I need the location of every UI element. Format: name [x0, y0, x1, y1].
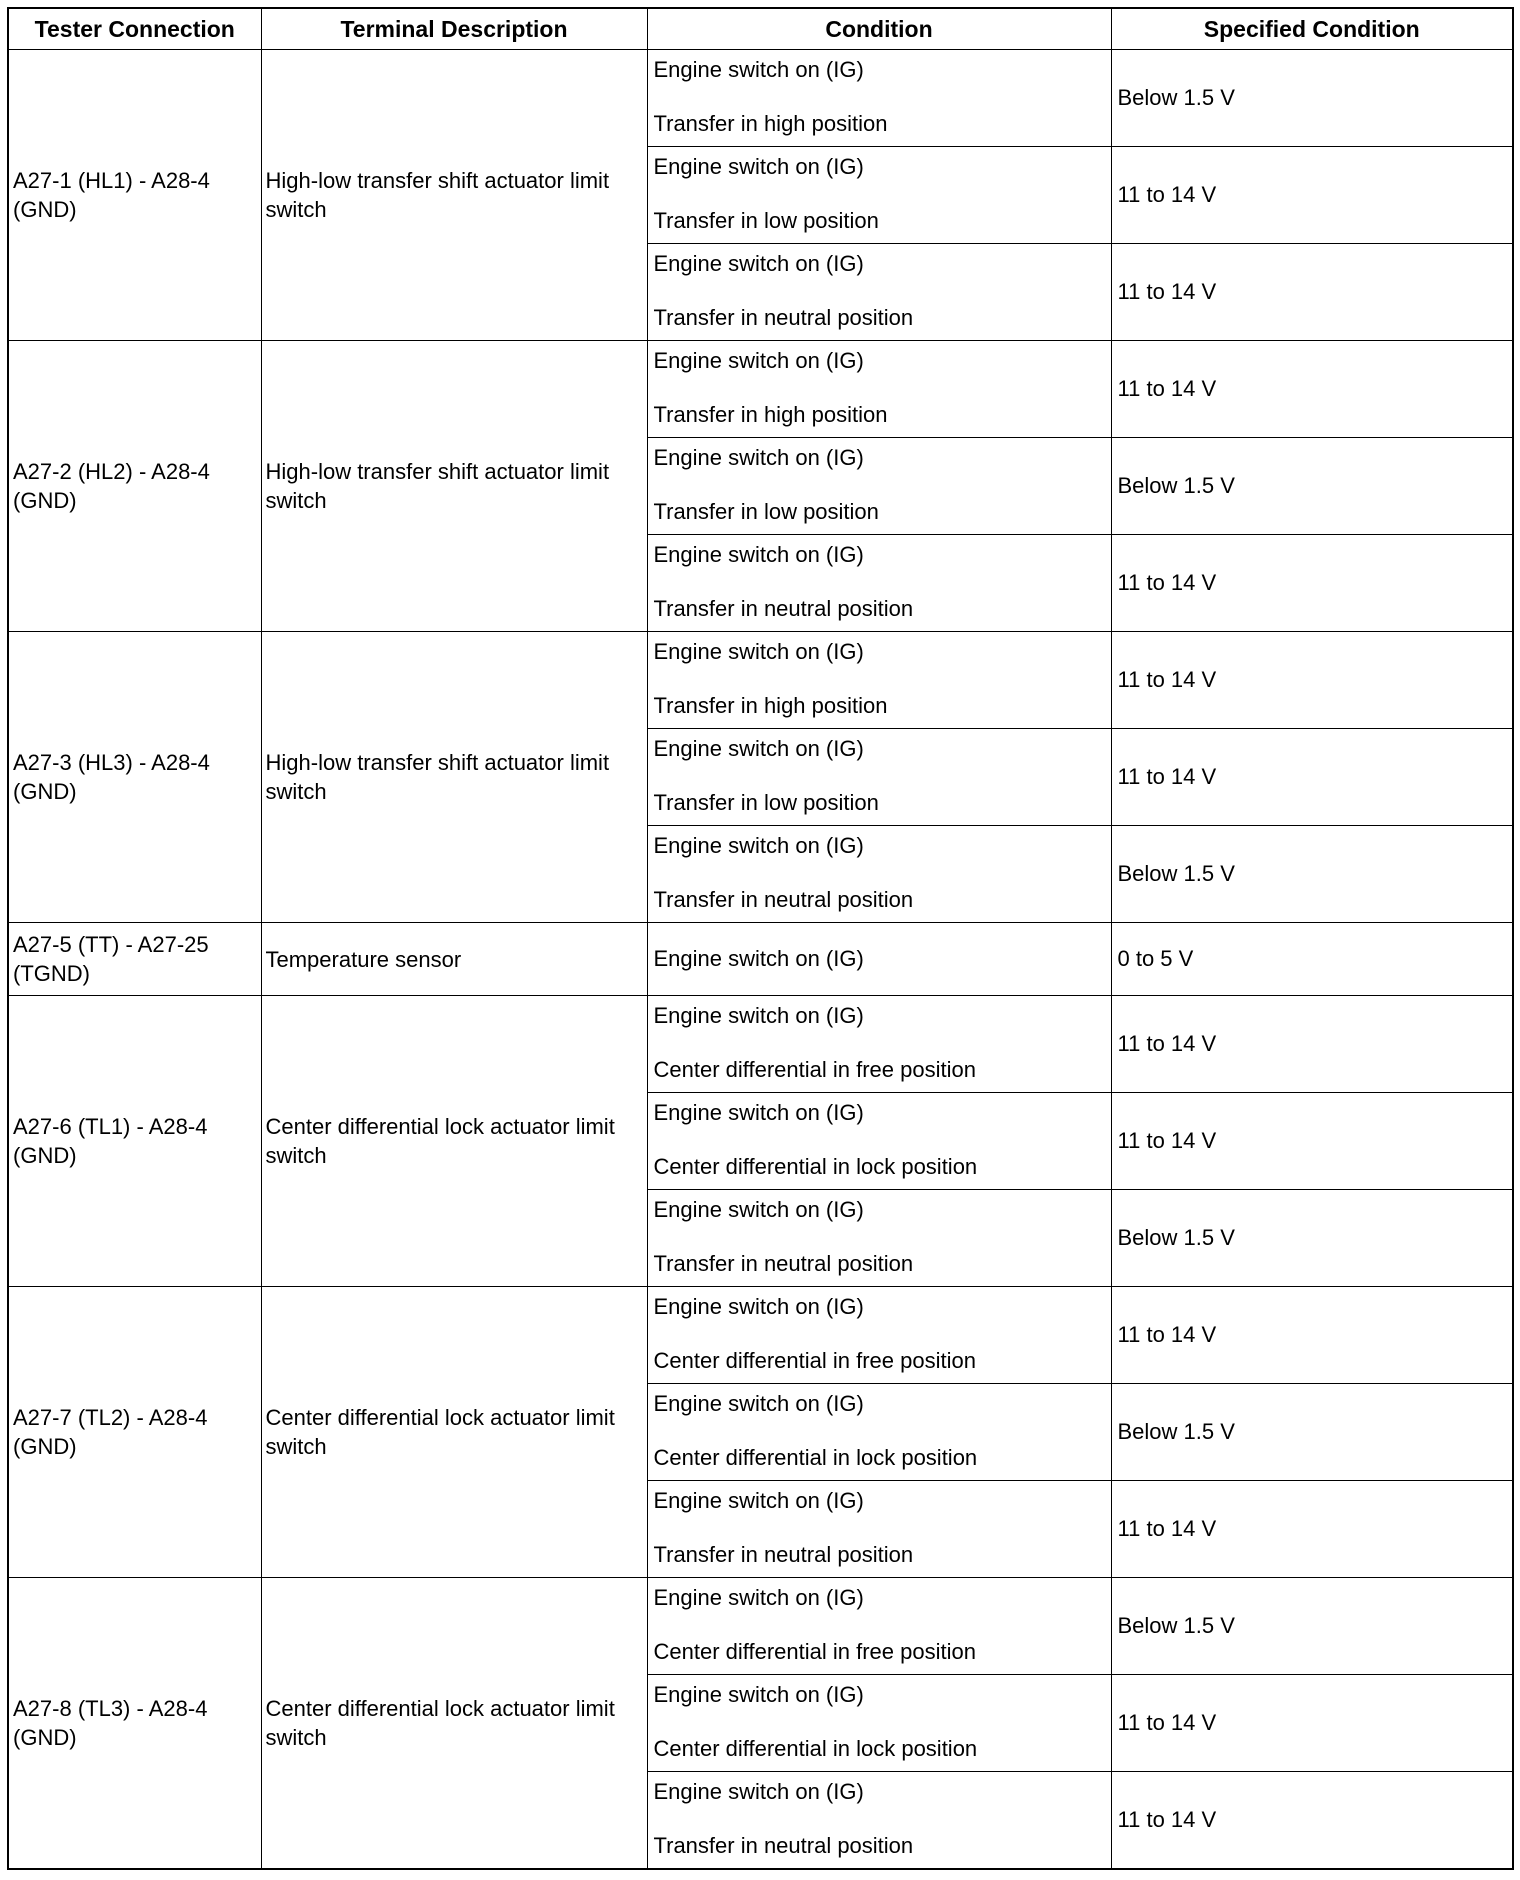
condition-cell	[647, 244, 1111, 341]
specified-condition-cell: 11 to 14 V	[1111, 244, 1513, 341]
table-row	[8, 632, 1513, 729]
condition-line: Engine switch on (IG)	[653, 542, 864, 567]
specified-condition-cell: 11 to 14 V	[1111, 535, 1513, 632]
tester-connection-cell: A27-3 (HL3) - A28-4 (GND)	[8, 632, 261, 923]
tester-connection-cell: A27-8 (TL3) - A28-4 (GND)	[8, 1578, 261, 1870]
condition-line: Engine switch on (IG)	[653, 154, 864, 179]
header-specified-condition: Specified Condition	[1111, 8, 1513, 50]
terminal-description-cell: High-low transfer shift actuator limit switch	[261, 632, 647, 923]
specified-condition-cell: 11 to 14 V	[1111, 1287, 1513, 1384]
specified-condition-cell: Below 1.5 V	[1111, 1384, 1513, 1481]
condition-line: Transfer in neutral position	[653, 1251, 914, 1276]
condition-line: Transfer in low position	[653, 790, 879, 815]
condition-line: Transfer in low position	[653, 499, 879, 524]
condition-line: Engine switch on (IG)	[653, 1391, 864, 1416]
condition-line: Engine switch on (IG)	[653, 1197, 864, 1222]
specified-condition-cell: 11 to 14 V	[1111, 1093, 1513, 1190]
specified-condition-cell: Below 1.5 V	[1111, 1578, 1513, 1675]
condition-line: Center differential in free position	[653, 1639, 976, 1664]
condition-cell	[647, 535, 1111, 632]
condition-line: Engine switch on (IG)	[653, 833, 864, 858]
specified-condition-cell: Below 1.5 V	[1111, 438, 1513, 535]
condition-cell	[647, 147, 1111, 244]
condition-cell	[647, 1481, 1111, 1578]
specified-condition-cell: 11 to 14 V	[1111, 1772, 1513, 1870]
terminal-description-cell: Center differential lock actuator limit switch	[261, 1578, 647, 1870]
condition-line: Engine switch on (IG)	[653, 1488, 864, 1513]
condition-cell	[647, 1287, 1111, 1384]
specified-condition-cell: Below 1.5 V	[1111, 1190, 1513, 1287]
condition-line: Transfer in high position	[653, 111, 888, 136]
condition-line: Engine switch on (IG)	[653, 251, 864, 276]
table-row	[8, 1287, 1513, 1384]
header-condition: Condition	[647, 8, 1111, 50]
condition-line: Transfer in neutral position	[653, 1833, 914, 1858]
condition-line: Engine switch on (IG)	[653, 1003, 864, 1028]
table-row	[8, 50, 1513, 147]
condition-line: Engine switch on (IG)	[653, 348, 864, 373]
condition-cell	[647, 341, 1111, 438]
specified-condition-cell: 0 to 5 V	[1111, 923, 1513, 996]
tester-connection-cell: A27-2 (HL2) - A28-4 (GND)	[8, 341, 261, 632]
condition-line: Engine switch on (IG)	[653, 639, 864, 664]
condition-line: Engine switch on (IG)	[653, 57, 864, 82]
condition-cell	[647, 996, 1111, 1093]
condition-line: Transfer in low position	[653, 208, 879, 233]
condition-line: Transfer in high position	[653, 693, 888, 718]
specified-condition-cell: 11 to 14 V	[1111, 996, 1513, 1093]
terminal-description-cell: High-low transfer shift actuator limit switch	[261, 341, 647, 632]
condition-line: Engine switch on (IG)	[653, 1294, 864, 1319]
specified-condition-cell: 11 to 14 V	[1111, 341, 1513, 438]
condition-line: Center differential in free position	[653, 1057, 976, 1082]
condition-line: Transfer in neutral position	[653, 305, 914, 330]
condition-line: Center differential in lock position	[653, 1736, 978, 1761]
table-row	[8, 923, 1513, 996]
terminal-description-cell: Temperature sensor	[261, 923, 647, 996]
terminal-description-cell: Center differential lock actuator limit switch	[261, 996, 647, 1287]
table-row	[8, 996, 1513, 1093]
tester-connection-cell: A27-5 (TT) - A27-25 (TGND)	[8, 923, 261, 996]
table-row	[8, 341, 1513, 438]
table-row	[8, 1578, 1513, 1675]
inspection-table	[7, 7, 1514, 1870]
condition-line: Center differential in free position	[653, 1348, 976, 1373]
condition-line: Engine switch on (IG)	[653, 1100, 864, 1125]
condition-cell	[647, 1578, 1111, 1675]
specified-condition-cell: 11 to 14 V	[1111, 147, 1513, 244]
specified-condition-cell: 11 to 14 V	[1111, 1481, 1513, 1578]
specified-condition-cell: 11 to 14 V	[1111, 1675, 1513, 1772]
tester-connection-cell: A27-1 (HL1) - A28-4 (GND)	[8, 50, 261, 341]
condition-cell	[647, 1093, 1111, 1190]
table-header-row	[8, 8, 1513, 50]
condition-cell	[647, 1384, 1111, 1481]
specified-condition-cell: Below 1.5 V	[1111, 50, 1513, 147]
specified-condition-cell: 11 to 14 V	[1111, 729, 1513, 826]
terminal-description-cell: Center differential lock actuator limit switch	[261, 1287, 647, 1578]
condition-line: Transfer in neutral position	[653, 596, 914, 621]
header-tester-connection: Tester Connection	[8, 8, 261, 50]
condition-cell	[647, 438, 1111, 535]
condition-line: Engine switch on (IG)	[653, 1779, 864, 1804]
condition-cell	[647, 1675, 1111, 1772]
condition-line: Transfer in neutral position	[653, 887, 914, 912]
tester-connection-cell: A27-7 (TL2) - A28-4 (GND)	[8, 1287, 261, 1578]
condition-cell	[647, 632, 1111, 729]
condition-line: Engine switch on (IG)	[653, 1585, 864, 1610]
header-terminal-description: Terminal Description	[261, 8, 647, 50]
condition-line: Engine switch on (IG)	[653, 445, 864, 470]
condition-cell: Engine switch on (IG)	[647, 923, 1111, 996]
tester-connection-cell: A27-6 (TL1) - A28-4 (GND)	[8, 996, 261, 1287]
specified-condition-cell: Below 1.5 V	[1111, 826, 1513, 923]
condition-line: Transfer in neutral position	[653, 1542, 914, 1567]
condition-cell	[647, 729, 1111, 826]
terminal-description-cell: High-low transfer shift actuator limit switch	[261, 50, 647, 341]
condition-cell	[647, 1190, 1111, 1287]
condition-line: Engine switch on (IG)	[653, 736, 864, 761]
condition-line: Transfer in high position	[653, 402, 888, 427]
condition-line: Engine switch on (IG)	[653, 1682, 864, 1707]
condition-cell	[647, 826, 1111, 923]
condition-cell	[647, 50, 1111, 147]
condition-line: Center differential in lock position	[653, 1154, 978, 1179]
specified-condition-cell: 11 to 14 V	[1111, 632, 1513, 729]
condition-cell	[647, 1772, 1111, 1870]
condition-line: Center differential in lock position	[653, 1445, 978, 1470]
